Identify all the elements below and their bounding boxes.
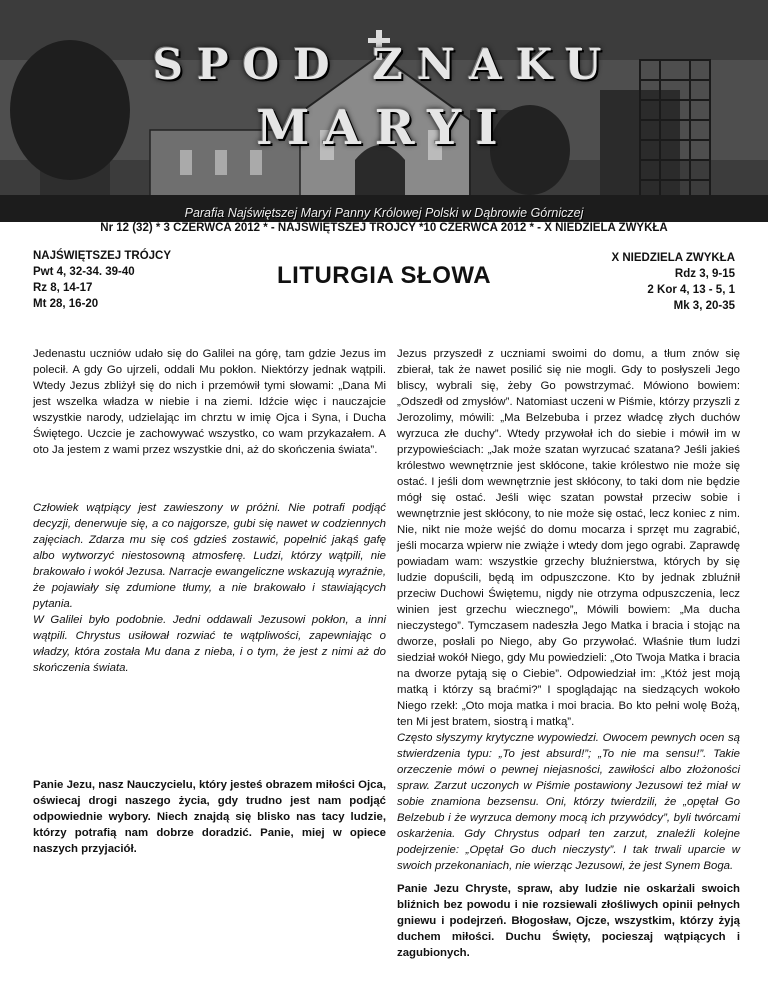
masthead-title-line2: MARYI [256,100,512,156]
reading-reference: Mk 3, 20-35 [673,300,735,312]
reading-reference: Rz 8, 14-17 [33,282,93,294]
readings-left-title: NAJŚWIĘTSZEJ TRÓJCY [33,250,172,262]
prayer-text: Panie Jezu, nasz Nauczycielu, który jesteś obrazem miłości Ojca, oświecaj drogi naszego życia, gdy trudno jest nam podjąć odpowiednie wybory. Niech znajdą się blisko nas tacy ludzie, którzy potrafią nam dobrze doradzić. Panie, miej w opiece naszych przyjaciół. [33,779,386,855]
masthead [0,0,768,222]
readings-right [611,250,735,314]
left-reflection [33,500,386,676]
parish-name: Parafia Najświętszej Maryi Panny Królowej Polski w Dąbrowie Górniczej [184,206,584,220]
section-title: LITURGIA SŁOWA [276,262,492,289]
right-reflection [397,730,740,874]
left-prayer [33,777,386,857]
reading-reference: Rdz 3, 9-15 [674,268,735,280]
right-gospel [397,346,740,730]
masthead-title-line1: SPOD ZNAKU [152,40,616,89]
reading-reference: Pwt 4, 32-34. 39-40 [33,266,135,278]
left-gospel [33,346,386,458]
right-prayer [397,881,740,961]
readings-right-title: X NIEDZIELA ZWYKŁA [611,252,735,264]
reflection-text: Często słyszymy krytyczne wypowiedzi. Owocem pewnych ocen są stwierdzenia typu: „To jest absurd!”; „To nie ma sensu!”. Takie orzeczenie mówi o pewnej niejasności, zawiłości albo złożoności spraw. Zarzut uczonych w Piśmie postawiony Jezusowi też miał w sobie znamiona bezsensu. Oni, którzy twierdzili, że „opętał Go Belzebub i że wyrzuca demony mocą ich przywódcy”, byli twórcami oskarżenia. Gdy Chrystus odparł ten zarzut, znaleźli kolejne podejrzenie: „Opętał Go duch nieczysty”. I tak trwali uparcie w swoich przekonaniach, nie wierząc Jezusowi, że jest Synem Boga. [397,732,740,872]
prayer-text: Panie Jezu Chryste, spraw, aby ludzie nie oskarżali swoich bliźnich bez powodu i nie rozsiewali złośliwych opinii pełnych gniewu i podejrzeń. Błogosław, Ojcze, wszystkim, którzy żyją duchem miłości. Duchu Święty, pocieszaj wątpiących i zagubionych. [397,883,740,959]
reading-reference: 2 Kor 4, 13 - 5, 1 [647,284,735,296]
gospel-text: Jezus przyszedł z uczniami swoimi do domu, a tłum znów się zbierał, tak że nawet posilić się nie mogli. Gdy to posłyszeli Jego bliscy, wybrali się, żeby Go powstrzymać. Mówiono bowiem: „Odszedł od zmysłów”. Natomiast uczeni w Piśmie, którzy przyszli z Jerozolimy, mówili: „Ma Belzebuba i przez władcę złych duchów wyrzuca złe duchy”. Wtedy przywołał ich do siebie i mówił im w przypowieściach: „Jak może szatan wyrzucać szatana? Jeśli jakieś królestwo wewnętrznie jest skłócone, takie królestwo nie może się ostać. I jeśli dom wewnętrznie jest skłócony, to taki dom nie będzie mógł się ostać. Jeśli więc szatan powstał przeciw sobie i wewnętrznie jest skłócony, to nie może się ostać, lecz koniec z nim. Nie, nikt nie może wejść do domu mocarza i sprzęt mu zagrabić, jeśli mocarza wpierw nie zwiąże i wtedy dom jego ograbi. Zaprawdę powiadam wam: wszystkie grzechy bluźnierstwa, których by się ludzie dopuścili, będą im odpuszczone. Kto by jednak zbluźnił przeciw Duchowi Świętemu, nigdy nie otrzyma odpuszczenia, lecz winien jest grzechu wiecznego”„ Mówili bowiem: „Ma ducha nieczystego”. Tymczasem nadeszła Jego Matka i bracia i stojąc na dworze, posłali po Niego, aby Go przywołać. Właśnie tłum ludzi siedział wokół Niego, gdy Mu powiedzieli: „Oto Twoja Matka i bracia na dworze pytają się o Ciebie”. Odpowiedział im: „Któż jest moją matką i którzy są braćmi?” I spoglądając na siedzących wokoło Niego rzekł: „Oto moja matka i moi bracia. Bo kto pełni wolę Bożą, ten Mi jest bratem, siostrą i matką”. [397,348,740,728]
issue-line: Nr 12 (32) * 3 CZERWCA 2012 * - NAJŚWIĘTSZEJ TRÓJCY *10 CZERWCA 2012 * - X NIEDZIELA ZWYKŁA [100,222,668,234]
gospel-text: Jedenastu uczniów udało się do Galilei na górę, tam gdzie Jezus im polecił. A gdy Go ujrzeli, oddali Mu pokłon. Niektórzy jednak wątpili. Wtedy Jezus zbliżył się do nich i przemówił tymi słowami: „Dana Mi jest wszelka władza w niebie i na ziemi. Idźcie więc i nauczajcie wszystkie narody, udzielając im chrztu w imię Ojca i Syna, i Ducha Świętego. Uczcie je zachowywać wszystko, co wam przykazałem. A oto Ja jestem z wami przez wszystkie dni, aż do skończenia świata”. [33,348,386,456]
reflection-paragraph: Człowiek wątpiący jest zawieszony w próżni. Nie potrafi podjąć decyzji, denerwuje się, a co najgorsze, gubi się nawet w codziennych zajęciach. Zdarza mu się coś gdzieś zostawić, popełnić jakąś gafę albo wytworzyć niestosowną atmosferę. Ludzi, którzy wątpili, nie brakowało i wokół Jezusa. Narracje ewangeliczne wskazują wyraźnie, że pojawiały się zdumione tłumy, a nie brakowało i stawiających pytania. [33,502,386,610]
reflection-paragraph: W Galilei było podobnie. Jedni oddawali Jezusowi pokłon, a inni wątpili. Chrystus usiłował rozwiać te wątpliwości, zapewniając o władzy, która została Mu dana z nieba, i o tym, że jest z nimi aż do skończenia świata. [33,614,386,674]
reading-reference: Mt 28, 16-20 [33,298,99,310]
